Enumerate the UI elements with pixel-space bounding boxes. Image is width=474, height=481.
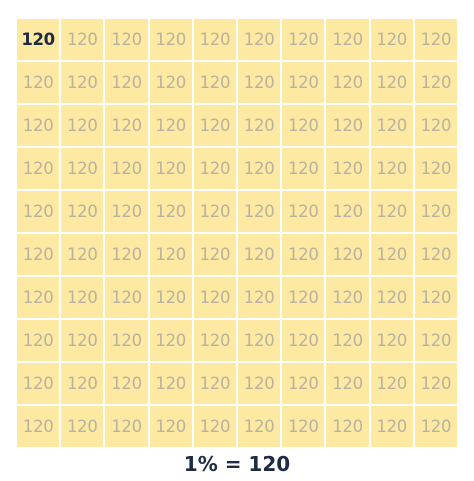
grid-cell: 120 — [17, 363, 59, 404]
grid-cell: 120 — [61, 363, 103, 404]
grid-cell: 120 — [371, 406, 413, 447]
grid-cell: 120 — [282, 105, 324, 146]
grid-cell: 120 — [282, 191, 324, 232]
grid-cell: 120 — [282, 320, 324, 361]
grid-cell: 120 — [238, 363, 280, 404]
grid-cell: 120 — [61, 406, 103, 447]
grid-cell: 120 — [326, 191, 368, 232]
grid-cell: 120 — [282, 234, 324, 275]
grid-cell: 120 — [326, 105, 368, 146]
grid-cell: 120 — [17, 277, 59, 318]
grid-cell: 120 — [326, 363, 368, 404]
grid-cell: 120 — [326, 277, 368, 318]
grid-cell: 120 — [282, 406, 324, 447]
grid-cell: 120 — [371, 363, 413, 404]
grid-cell: 120 — [61, 105, 103, 146]
grid-cell: 120 — [415, 62, 457, 103]
grid-cell: 120 — [238, 234, 280, 275]
grid-cell: 120 — [194, 320, 236, 361]
grid-cell: 120 — [105, 148, 147, 189]
grid-cell: 120 — [105, 105, 147, 146]
grid-cell: 120 — [326, 320, 368, 361]
grid-cell: 120 — [282, 277, 324, 318]
grid-cell: 120 — [415, 363, 457, 404]
grid-cell: 120 — [415, 191, 457, 232]
grid-cell: 120 — [371, 62, 413, 103]
grid-cell: 120 — [150, 19, 192, 60]
grid-cell: 120 — [194, 234, 236, 275]
grid-cell: 120 — [238, 62, 280, 103]
grid-cell: 120 — [194, 191, 236, 232]
grid-cell: 120 — [17, 62, 59, 103]
grid-cell: 120 — [238, 277, 280, 318]
grid-cell: 120 — [371, 148, 413, 189]
grid-cell: 120 — [17, 234, 59, 275]
grid-cell: 120 — [371, 19, 413, 60]
grid-cell: 120 — [150, 191, 192, 232]
grid-cell: 120 — [238, 191, 280, 232]
grid-cell: 120 — [17, 105, 59, 146]
grid-cell: 120 — [282, 363, 324, 404]
grid-cell: 120 — [238, 406, 280, 447]
grid-cell: 120 — [238, 105, 280, 146]
grid-cell: 120 — [150, 62, 192, 103]
grid-cell: 120 — [238, 320, 280, 361]
grid-cell: 120 — [371, 320, 413, 361]
grid-cell: 120 — [415, 320, 457, 361]
grid-cell: 120 — [150, 105, 192, 146]
grid-cell: 120 — [105, 363, 147, 404]
grid-cell: 120 — [61, 277, 103, 318]
grid-cell: 120 — [194, 277, 236, 318]
grid-cell: 120 — [150, 320, 192, 361]
grid-cell: 120 — [61, 320, 103, 361]
grid-cell: 120 — [282, 148, 324, 189]
grid-cell: 120 — [150, 234, 192, 275]
grid-cell: 120 — [415, 277, 457, 318]
caption: 1% = 120 — [183, 452, 291, 476]
grid-cell: 120 — [61, 19, 103, 60]
grid-cell: 120 — [326, 19, 368, 60]
grid-cell: 120 — [194, 62, 236, 103]
grid-cell: 120 — [150, 406, 192, 447]
grid-cell: 120 — [105, 234, 147, 275]
grid-cell: 120 — [415, 234, 457, 275]
grid-cell: 120 — [61, 234, 103, 275]
grid-cell: 120 — [194, 148, 236, 189]
grid-cell: 120 — [150, 277, 192, 318]
grid-cell: 120 — [238, 148, 280, 189]
grid-cell: 120 — [194, 19, 236, 60]
grid-cell: 120 — [105, 320, 147, 361]
grid-cell: 120 — [194, 363, 236, 404]
grid-cell: 120 — [105, 277, 147, 318]
grid-cell: 120 — [326, 62, 368, 103]
grid-cell: 120 — [105, 406, 147, 447]
grid-cell-highlighted: 120 — [17, 19, 59, 60]
grid-cell: 120 — [150, 148, 192, 189]
grid-cell: 120 — [150, 363, 192, 404]
grid-cell: 120 — [17, 191, 59, 232]
grid-cell: 120 — [61, 148, 103, 189]
grid-cell: 120 — [105, 19, 147, 60]
grid-cell: 120 — [326, 406, 368, 447]
grid-cell: 120 — [238, 19, 280, 60]
grid-cell: 120 — [415, 148, 457, 189]
grid-cell: 120 — [105, 62, 147, 103]
grid-cell: 120 — [326, 148, 368, 189]
grid-cell: 120 — [326, 234, 368, 275]
grid-cell: 120 — [415, 406, 457, 447]
grid-cell: 120 — [282, 62, 324, 103]
grid-cell: 120 — [415, 105, 457, 146]
grid-cell: 120 — [194, 105, 236, 146]
grid-cell: 120 — [17, 148, 59, 189]
grid-cell: 120 — [415, 19, 457, 60]
grid-cell: 120 — [282, 19, 324, 60]
grid-cell: 120 — [61, 191, 103, 232]
grid-cell: 120 — [105, 191, 147, 232]
grid-cell: 120 — [371, 277, 413, 318]
grid-cell: 120 — [17, 320, 59, 361]
grid-cell: 120 — [371, 105, 413, 146]
grid-cell: 120 — [371, 234, 413, 275]
grid-cell: 120 — [61, 62, 103, 103]
grid-cell: 120 — [17, 406, 59, 447]
grid-cell: 120 — [371, 191, 413, 232]
grid-cell: 120 — [194, 406, 236, 447]
hundred-grid — [17, 19, 457, 447]
